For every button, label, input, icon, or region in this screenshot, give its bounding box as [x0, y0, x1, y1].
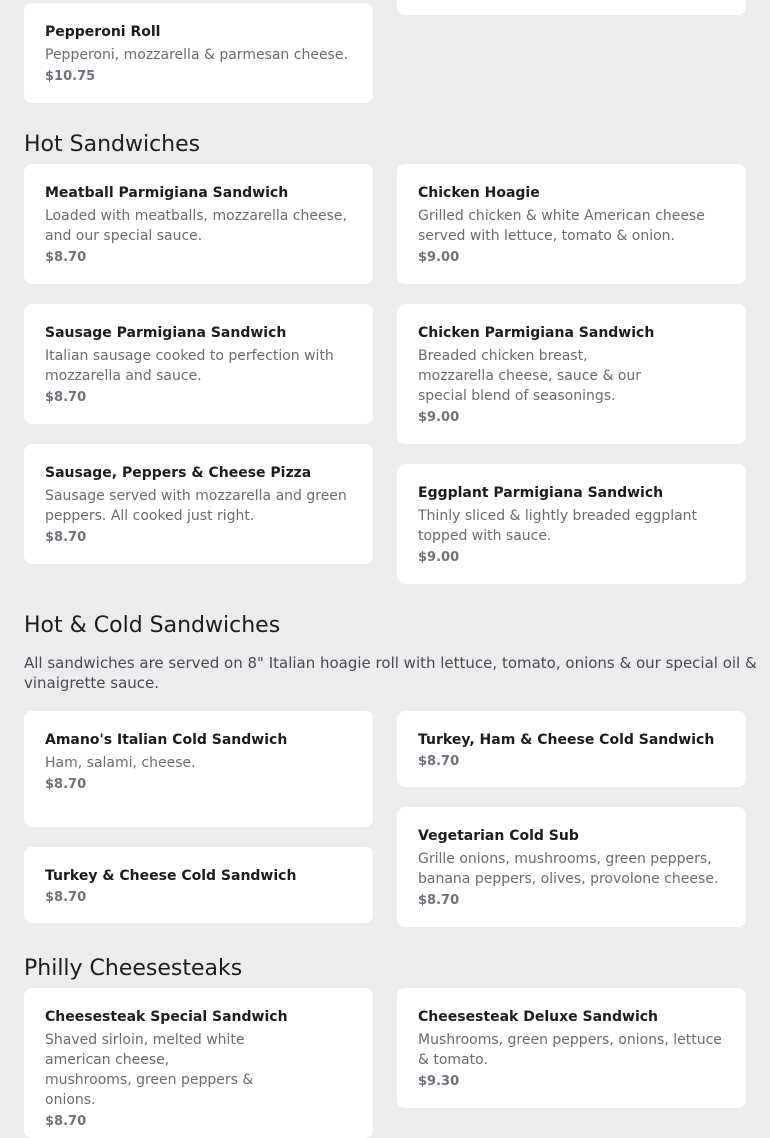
item-name: Eggplant Parmigiana Sandwich	[418, 485, 664, 501]
item-price: $8.70	[418, 893, 460, 908]
item-name: Amano's Italian Cold Sandwich	[45, 732, 288, 748]
item-price: $9.30	[418, 1074, 460, 1089]
item-price: $8.70	[418, 754, 460, 769]
item-name: Chicken Parmigiana Sandwich	[418, 325, 655, 341]
item-name: Meatball Parmigiana Sandwich	[45, 185, 289, 201]
item-name: Turkey & Cheese Cold Sandwich	[45, 868, 297, 884]
item-price: $8.70	[45, 250, 87, 265]
section-title-philly-cheesesteaks: Philly Cheesesteaks	[24, 956, 243, 981]
item-name: Turkey, Ham & Cheese Cold Sandwich	[418, 732, 715, 748]
menu-item-partial[interactable]	[397, 0, 746, 15]
menu-item-vegetarian-cold-sub[interactable]	[397, 807, 746, 927]
item-description: Loaded with meatballs, mozzarella cheese, and our special sauce.	[45, 208, 347, 244]
menu-item-pepperoni-roll[interactable]	[24, 3, 373, 103]
item-price: $9.00	[418, 250, 460, 265]
item-name: Sausage, Peppers & Cheese Pizza	[45, 465, 312, 481]
item-description: Grilled chicken & white American cheese served with lettuce, tomato & onion.	[418, 208, 705, 244]
menu-item-chicken-parmigiana[interactable]	[397, 304, 746, 444]
menu-item-sausage-peppers-cheese-pizza[interactable]	[24, 444, 373, 564]
item-name: Cheesesteak Special Sandwich	[45, 1009, 288, 1025]
item-description: Thinly sliced & lightly breaded eggplant topped with sauce.	[418, 508, 698, 544]
menu-item-cheesesteak-special[interactable]	[24, 988, 373, 1138]
menu-item-amanos-italian-cold[interactable]	[24, 711, 373, 827]
item-description: Grille onions, mushrooms, green peppers, banana peppers, olives, provolone cheese.	[418, 851, 719, 887]
item-description: Italian sausage cooked to perfection with mozzarella and sauce.	[45, 348, 334, 384]
item-description: Mushrooms, green peppers, onions, lettuce & tomato.	[418, 1032, 722, 1068]
item-price: $8.70	[45, 1114, 87, 1129]
menu-item-turkey-cheese-cold[interactable]	[24, 847, 373, 923]
item-price: $9.00	[418, 410, 460, 425]
item-price: $8.70	[45, 777, 87, 792]
item-description: Shaved sirloin, melted white american cheese, mushrooms, green peppers & onions.	[45, 1032, 254, 1108]
section-title-hot-cold-sandwiches: Hot & Cold Sandwiches	[24, 613, 281, 638]
item-description: Ham, salami, cheese.	[45, 755, 196, 771]
item-description: Pepperoni, mozzarella & parmesan cheese.	[45, 47, 348, 63]
item-description: Sausage served with mozzarella and green peppers. All cooked just right.	[45, 488, 347, 524]
item-name: Sausage Parmigiana Sandwich	[45, 325, 287, 341]
menu-item-sausage-parmigiana[interactable]	[24, 304, 373, 424]
item-name: Chicken Hoagie	[418, 185, 540, 201]
item-price: $8.70	[45, 390, 87, 405]
menu-item-eggplant-parmigiana[interactable]	[397, 464, 746, 584]
menu-item-turkey-ham-cheese-cold[interactable]	[397, 711, 746, 787]
section-note: All sandwiches are served on 8" Italian hoagie roll with lettuce, tomato, onions & our special oil & vinaigrette sauce.	[24, 654, 757, 692]
item-name: Pepperoni Roll	[45, 24, 161, 40]
menu-item-meatball-parmigiana[interactable]	[24, 164, 373, 284]
menu-item-chicken-hoagie[interactable]	[397, 164, 746, 284]
item-price: $8.70	[45, 530, 87, 545]
section-title-hot-sandwiches: Hot Sandwiches	[24, 132, 201, 157]
item-name: Cheesesteak Deluxe Sandwich	[418, 1009, 659, 1025]
item-price: $8.70	[45, 890, 87, 905]
menu-item-cheesesteak-deluxe[interactable]	[397, 988, 746, 1108]
item-name: Vegetarian Cold Sub	[418, 828, 579, 844]
item-description: Breaded chicken breast, mozzarella cheese, sauce & our special blend of seasonings.	[418, 348, 642, 404]
item-price: $9.00	[418, 550, 460, 565]
item-price: $10.75	[45, 69, 96, 84]
